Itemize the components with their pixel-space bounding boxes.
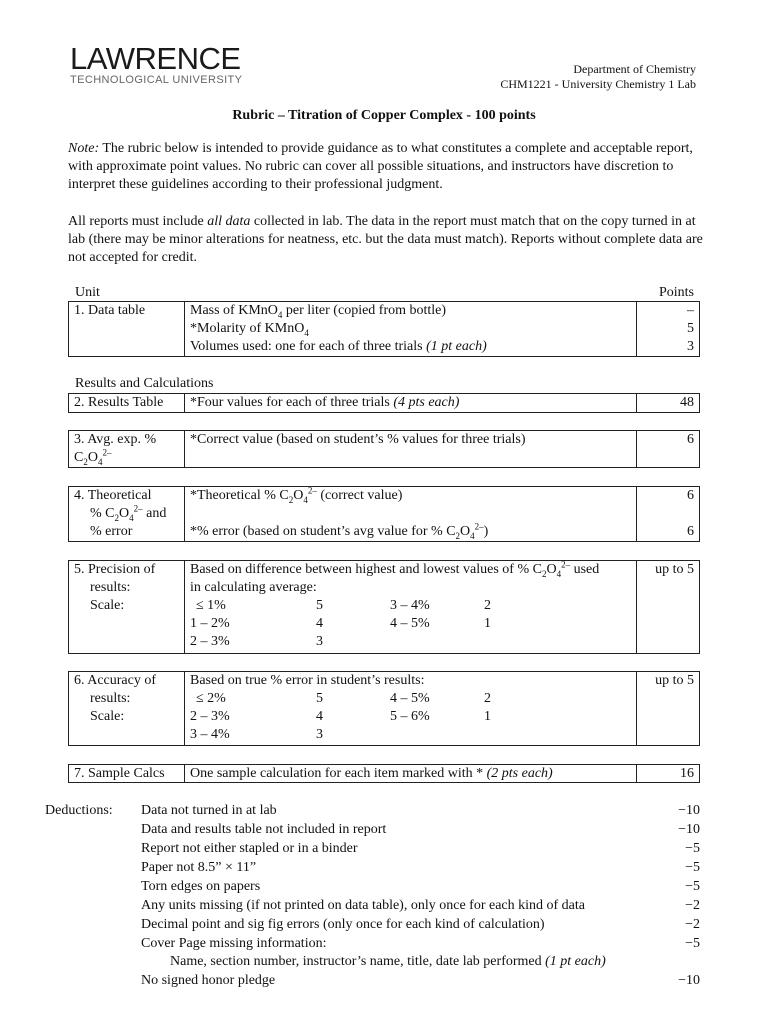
rubric-row-average [68,430,700,468]
criteria-cell [185,394,637,412]
rubric-row-accuracy [68,671,700,746]
points-value: 3 [687,339,694,354]
subscript: 2 [288,494,294,505]
reports-paragraph [68,213,708,267]
criteria-text: *% error (based on student’s avg value for % C [190,524,456,539]
deduction-text: Data not turned in at lab [141,803,277,818]
points-value: up to 5 [655,673,694,688]
rubric-row-results-table [68,393,700,413]
points-value: – [687,303,694,318]
points-value: up to 5 [655,562,694,577]
criteria-text: *Four values for each of three trials [190,395,394,410]
points-value: 5 [687,321,694,336]
subscript: 4 [97,456,103,467]
superscript: 2– [102,447,112,458]
deduction-points: −5 [685,879,700,894]
criteria-cell [185,487,637,541]
criteria-cell [185,302,637,356]
unit-text: results: [90,691,131,706]
criteria-text: O [460,524,471,539]
deduction-points: −10 [678,803,700,818]
deduction-points: −5 [685,860,700,875]
subscript: 4 [304,327,309,338]
unit-text [74,505,179,523]
deduction-points: −10 [678,973,700,988]
scale-row [190,597,631,615]
unit-text-part: C [74,450,84,465]
unit-text-part: and [142,506,167,521]
scale-score: 2 [484,598,491,613]
unit-text: results: [90,580,131,595]
subscript: 4 [129,512,134,523]
points-value: 6 [687,524,694,539]
subscript: 4 [277,309,283,320]
subscript: 4 [303,494,308,505]
deduction-text [170,953,606,971]
cover-detail-text: Name, section number, instructor’s name, title, date lab performed [170,954,546,969]
scale-score: 5 [316,691,323,706]
scale-score: 2 [484,691,491,706]
deduction-text: No signed honor pledge [141,973,276,988]
superscript: 2– [561,559,571,570]
criteria-points-note: (4 pts each) [393,395,460,410]
deduction-points: −2 [685,917,700,932]
criteria-text: Volumes used: one for each of three trials [190,339,427,354]
criteria-points-note: (2 pts each) [486,766,553,781]
subscript: 4 [470,530,475,541]
unit-text: % error [90,524,133,539]
deduction-text: Cover Page missing information: [141,936,327,951]
results-heading: Results and Calculations [75,376,214,391]
unit-cell [69,487,185,541]
scale-range: ≤ 1% [196,598,226,613]
rubric-row-data-table [68,301,700,357]
criteria-line [190,523,631,541]
reports-text-pre: All reports must include [68,214,208,229]
subscript: 2 [83,456,88,467]
points-heading: Points [658,285,694,300]
rubric-row-sample-calcs [68,764,700,783]
scale-score: 3 [316,634,323,649]
rubric-row-precision [68,560,700,654]
scale-range: 4 – 5% [390,616,430,631]
scale-row [190,633,631,651]
unit-text: 6. Accuracy of [74,673,157,688]
criteria-cell: *Correct value (based on student’s % values for three trials) [185,431,637,467]
superscript: 2– [133,503,143,514]
scale-score: 3 [316,727,323,742]
scale-range: 2 – 3% [190,709,230,724]
scale-range: 4 – 5% [390,691,430,706]
criteria-text: O [293,488,304,503]
scale-row [190,726,631,744]
university-logo [70,41,243,87]
unit-heading: Unit [75,285,100,300]
unit-cell [69,672,185,745]
subscript: 2 [455,530,461,541]
note-text: The rubric below is intended to provide guidance as to what constitutes a complete and acceptable report, with approximate point values. No rubric can cover all possible situations, and instructors have discretion to interpret these guidelines according to their professional judgment. [68,141,693,192]
superscript: 2– [307,485,317,496]
scale-score: 5 [316,598,323,613]
deduction-text: Decimal point and sig fig errors (only once for each kind of calculation) [141,917,545,932]
note-paragraph [68,140,708,194]
unit-text: Scale: [90,709,125,724]
department-block [500,62,696,92]
scale-score: 4 [316,616,323,631]
course-name: CHM1221 - University Chemistry 1 Lab [500,77,696,91]
department-name: Department of Chemistry [573,62,696,76]
scale-row [190,615,631,633]
scale-range: 3 – 4% [190,727,230,742]
unit-text: 3. Avg. exp. % [74,432,157,447]
deduction-points: −5 [685,841,700,856]
rubric-row-theoretical [68,486,700,542]
reports-emphasis: all data [207,214,251,229]
criteria-cell [185,561,637,653]
unit-cell [69,431,185,467]
deduction-text: Torn edges on papers [141,879,261,894]
criteria-text: *Theoretical % C [190,488,289,503]
deduction-points: −2 [685,898,700,913]
scale-range: 3 – 4% [390,598,430,613]
logo-subtitle: TECHNOLOGICAL UNIVERSITY [70,74,243,86]
deduction-points: −5 [685,936,700,951]
points-cell [637,302,699,356]
cover-detail-points-note: (1 pt each) [545,954,606,969]
criteria-cell [185,765,637,782]
deduction-text: Data and results table not included in report [141,822,387,837]
criteria-text: per liter (copied from bottle) [282,303,447,318]
points-value: 16 [680,766,694,781]
subscript: 4 [556,568,562,579]
criteria-text: Mass of KMnO [190,303,278,318]
scale-score: 4 [316,709,323,724]
subscript: 2 [114,512,119,523]
unit-text: Scale: [90,598,125,613]
criteria-line [190,561,631,579]
unit-text [74,449,179,467]
criteria-line [190,302,631,320]
scale-score: 1 [484,616,491,631]
points-value: 6 [687,488,694,503]
scale-score: 1 [484,709,491,724]
criteria-line [190,338,631,356]
subscript: 2 [541,568,547,579]
unit-text-part: O [119,506,130,521]
criteria-cell [185,672,637,745]
deduction-text: Paper not 8.5” × 11” [141,860,257,875]
deduction-text: Any units missing (if not printed on data table), only once for each kind of data [141,898,586,913]
logo-wordmark: LAWRENCE [70,41,241,76]
criteria-points-note: (1 pt each) [426,339,487,354]
criteria-text: used [570,562,600,577]
criteria-text: ) [483,524,489,539]
scale-range: 5 – 6% [390,709,430,724]
deduction-points: −10 [678,822,700,837]
criteria-text: (correct value) [316,488,403,503]
unit-text-part: % C [90,506,115,521]
criteria-line: in calculating average: [190,580,317,595]
scale-row [190,690,631,708]
unit-text: 4. Theoretical [74,488,152,503]
unit-text-part: O [87,450,98,465]
page-title: Rubric – Titration of Copper Complex - 100 points [232,108,536,123]
points-cell [637,487,699,541]
superscript: 2– [474,521,484,532]
criteria-text: One sample calculation for each item marked with * [190,766,487,781]
points-value: 6 [687,432,694,447]
unit-cell: 7. Sample Calcs [69,765,185,782]
criteria-line [190,487,631,505]
unit-text: 5. Precision of [74,562,156,577]
scale-range: 2 – 3% [190,634,230,649]
criteria-line [190,320,631,338]
scale-range: 1 – 2% [190,616,230,631]
criteria-text: Based on difference between highest and lowest values of % C [190,562,542,577]
unit-cell [69,561,185,653]
criteria-line: Based on true % error in student’s results: [190,673,425,688]
deductions-heading: Deductions: [45,803,113,818]
note-label: Note: [68,141,100,156]
unit-cell: 2. Results Table [69,394,185,412]
criteria-text: O [546,562,557,577]
criteria-text: *Molarity of KMnO [190,321,305,336]
scale-range: ≤ 2% [196,691,226,706]
points-value: 48 [680,395,694,410]
scale-row [190,708,631,726]
reports-text-post: collected in lab. The data in the report must match that on the copy turned in at lab (there may be minor alterations for neatness, etc. but the data must match). Reports without complete data are not accepted for credit. [68,214,703,265]
unit-cell: 1. Data table [69,302,185,356]
deduction-text: Report not either stapled or in a binder [141,841,358,856]
